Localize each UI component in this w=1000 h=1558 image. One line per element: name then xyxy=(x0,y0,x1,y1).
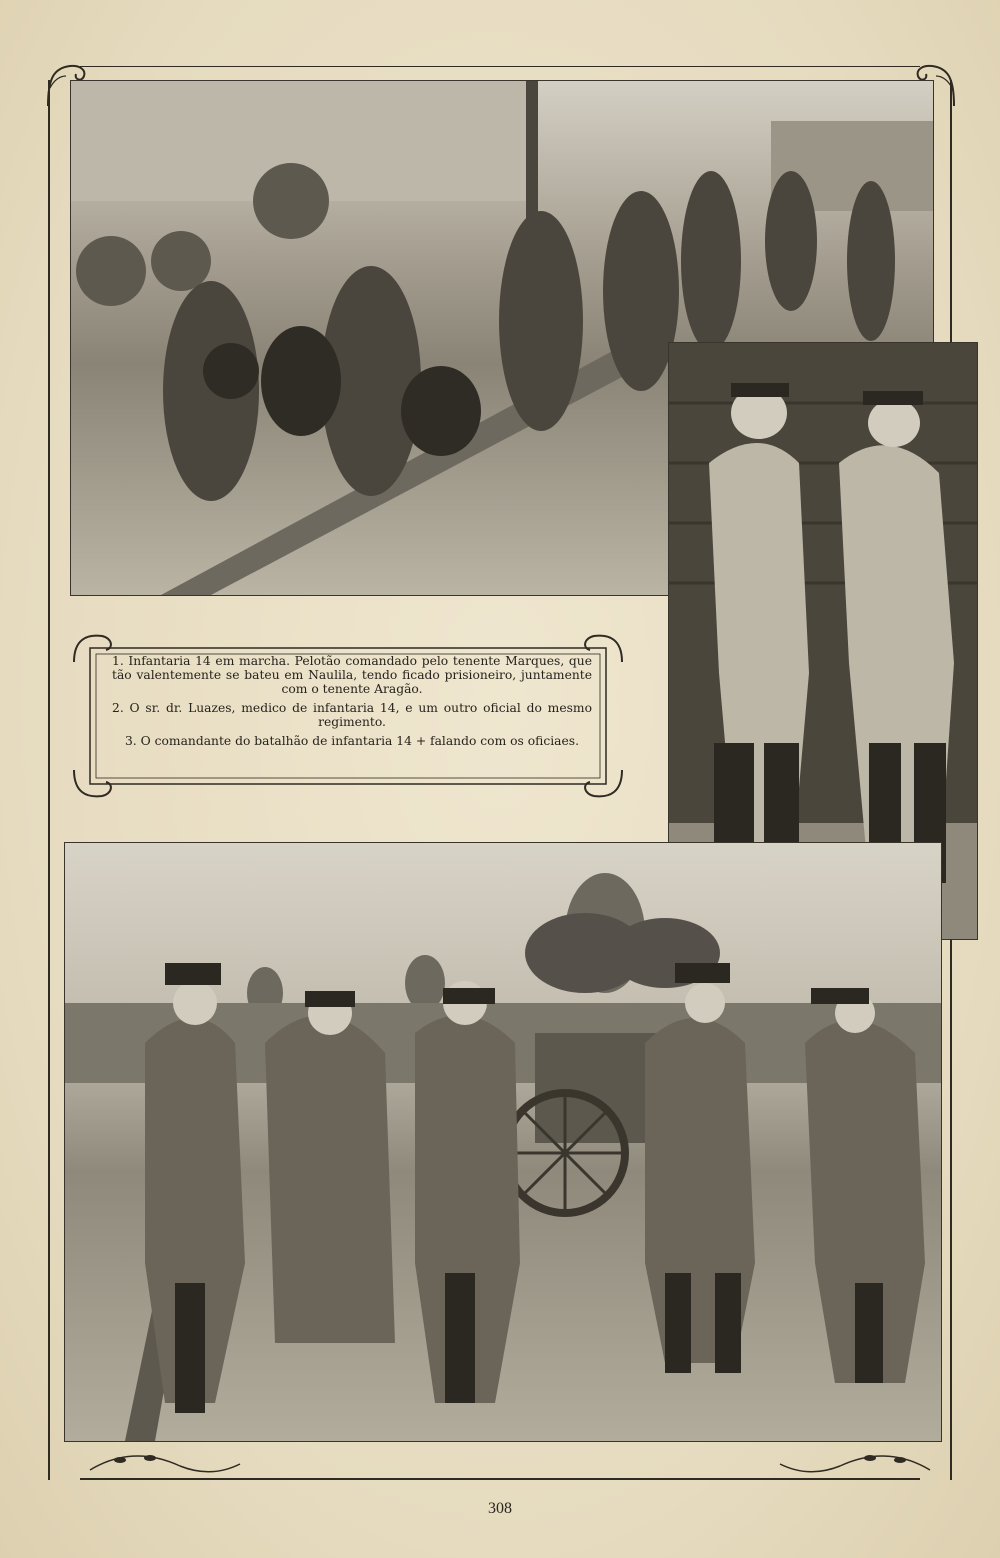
caption-3: 3. O comandante do batalhão de infantaria 14 + falando com os oficiaes. xyxy=(124,734,580,748)
caption-text xyxy=(112,654,592,753)
caption-2: 2. O sr. dr. Luazes, medico de infantaria 14, e um outro oficial do mesmo regimento. xyxy=(112,701,592,729)
frame-bottom-line xyxy=(80,1478,920,1480)
frame-left-line xyxy=(48,80,50,1480)
caption-box xyxy=(72,632,624,800)
bottom-leaf-ornament-icon xyxy=(80,1448,940,1478)
page-number: 308 xyxy=(488,1500,512,1517)
frame-top-line xyxy=(80,66,920,67)
photo-3-commander-with-officers xyxy=(64,842,942,1442)
caption-1: 1. Infantaria 14 em marcha. Pelotão comandado pelo tenente Marques, que tão valentemente se bateu em Naulila, tendo ficado prisioneiro, juntamente com o tenente Aragão. xyxy=(112,654,592,696)
